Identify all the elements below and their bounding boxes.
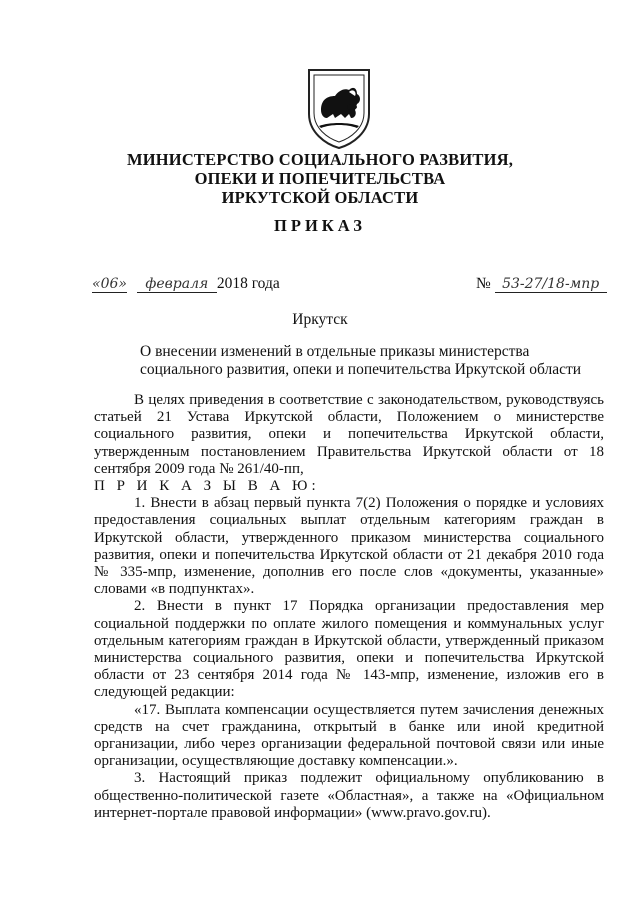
command-line: П Р И К А З Ы В А Ю: xyxy=(94,478,320,495)
document-subject: О внесении изменений в отдельные приказы министерства социального развития, опеки и попечительства Иркутской области xyxy=(140,343,582,378)
number-prefix: № xyxy=(476,275,491,292)
item-2-paragraph: 2. Внести в пункт 17 Порядка организации предоставления мер социальной поддержки по оплате жилого помещения и коммунальных услуг отдельным категориям граждан в Иркутской области, утвержденный приказом министерства социального развития, опеки и попечительства Иркутской области от 23 сентября 2014 года № 143-мпр, изменение, изложив его в следующей редакции: xyxy=(94,598,604,701)
org-name-line3: ИРКУТСКОЙ ОБЛАСТИ xyxy=(221,188,419,207)
date-day: «06» xyxy=(92,276,127,292)
document-number xyxy=(476,275,607,293)
coat-of-arms-icon xyxy=(305,66,373,150)
document-body xyxy=(94,392,604,822)
item-3-paragraph: 3. Настоящий приказ подлежит официальному опубликованию в общественно-политической газете «Областная», а также на «Официальном интернет-портале правовой информации» (www.pravo.gov.ru). xyxy=(94,770,604,821)
city: Иркутск xyxy=(292,311,348,328)
number-value: 53-27/18-мпр xyxy=(495,276,607,293)
document-type-title: ПРИКАЗ xyxy=(274,216,366,235)
item-2-quote-paragraph: «17. Выплата компенсации осуществляется путем зачисления денежных средств на счет гражданина, открытый в банке или иной кредитной организации, либо через организации федеральной почтовой связи или иные организации, осуществляющие доставку компенсации.». xyxy=(94,701,604,770)
date-month: февраля xyxy=(137,276,217,293)
item-1-paragraph: 1. Внести в абзац первый пункта 7(2) Положения о порядке и условиях предоставления социальных выплат отдельным категориям граждан в Иркутской области, утвержденного приказом министерства социального развития, опеки и попечительства Иркутской области от 21 декабря 2010 года № 335-мпр, изменение, дополнив его после слов «документы, указанные» словами «в подпунктах». xyxy=(94,495,604,598)
date-year: 2018 года xyxy=(216,275,280,292)
preamble-paragraph: В целях приведения в соответствие с законодательством, руководствуясь статьей 21 Устава Иркутской области, Положением о министерстве социального развития, опеки и попечительства Иркутской области, утвержденным постановлением Правительства Иркутской области от 18 сентября 2009 года № 261/40-пп, xyxy=(94,392,604,477)
document-date xyxy=(92,275,280,293)
org-name-line2: ОПЕКИ И ПОПЕЧИТЕЛЬСТВА xyxy=(194,169,446,188)
org-name-line1: МИНИСТЕРСТВО СОЦИАЛЬНОГО РАЗВИТИЯ, xyxy=(126,150,514,169)
